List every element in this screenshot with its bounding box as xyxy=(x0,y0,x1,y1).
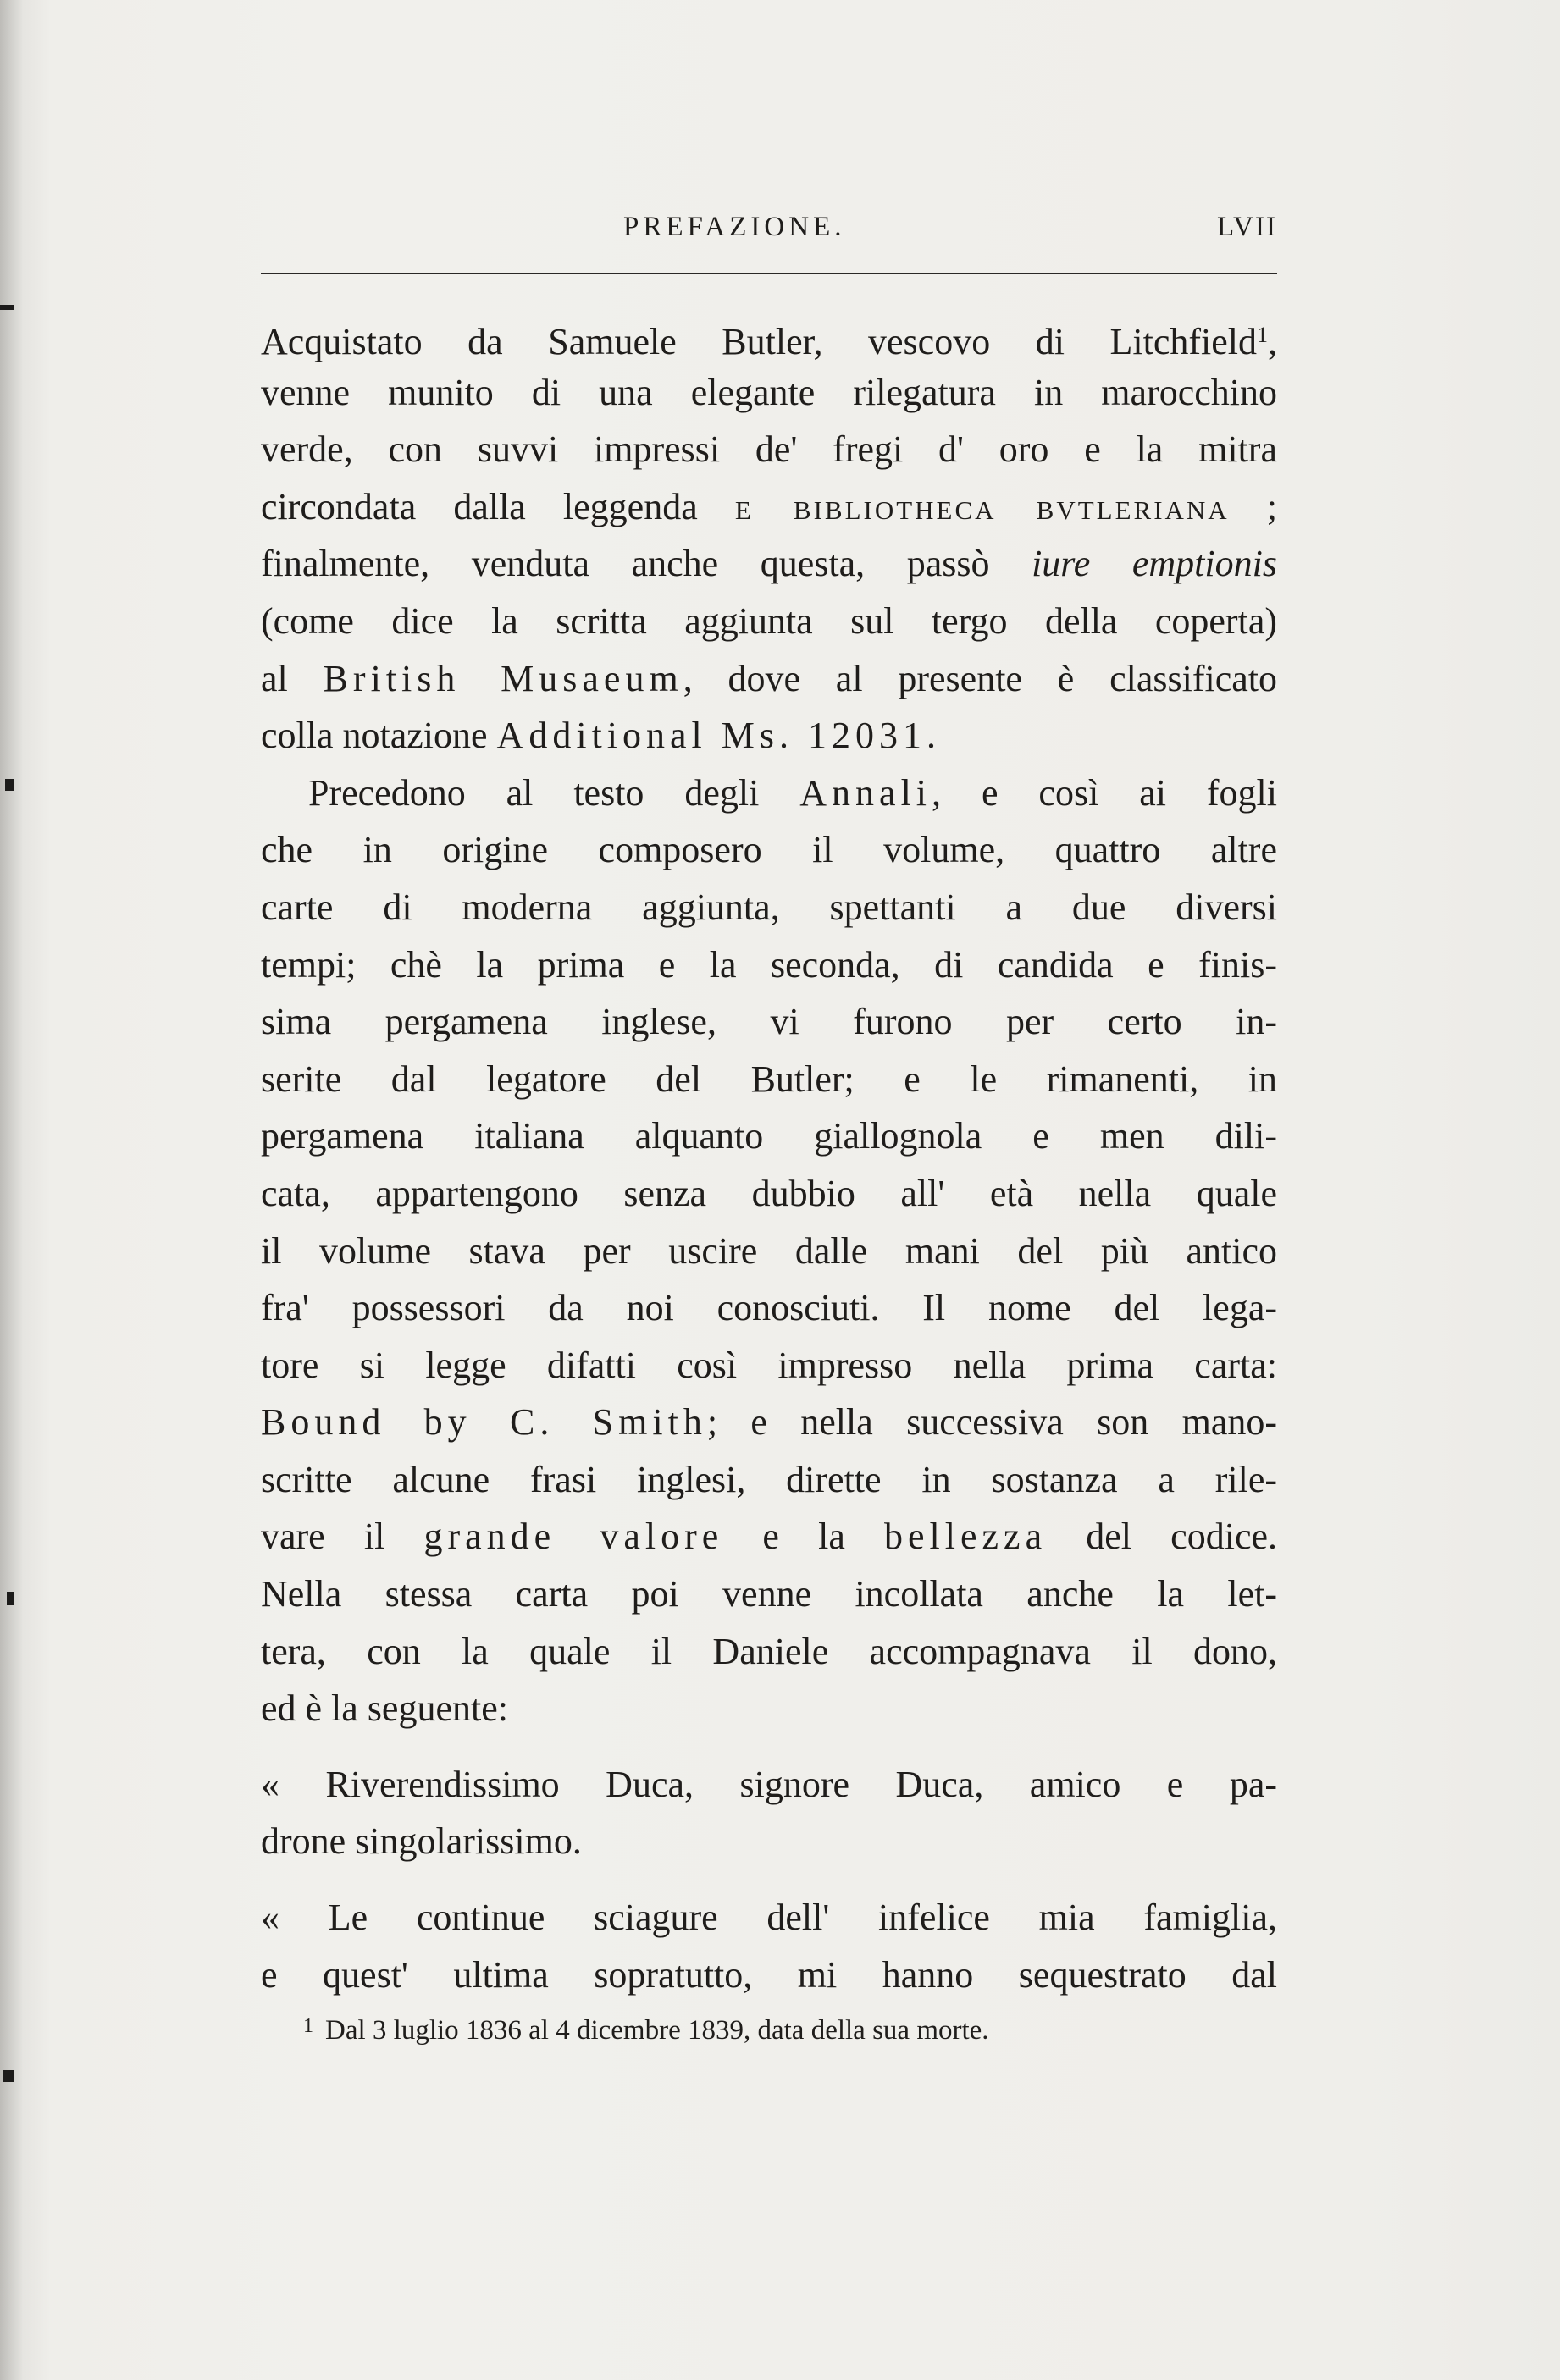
text-line: Nella stessa carta poi venne incollata anche la let- xyxy=(261,1573,1277,1615)
text-line: tore si legge difatti così impresso nella prima carta: xyxy=(261,1344,1277,1386)
footnote-number: 1 xyxy=(303,2015,313,2037)
binding-mark xyxy=(5,779,14,791)
text-line: scritte alcune frasi inglesi, dirette in sostanza a rile- xyxy=(261,1458,1277,1500)
text-line: cata, appartengono senza dubbio all' età nella quale xyxy=(261,1172,1277,1214)
text-line: tera, con la quale il Daniele accompagnava il dono, xyxy=(261,1630,1277,1672)
spaced-phrase: grande valore xyxy=(423,1516,724,1558)
spaced-phrase: Annali xyxy=(799,771,932,814)
text-line: « Riverendissimo Duca, signore Duca, amico e pa- xyxy=(261,1763,1277,1805)
header-rule xyxy=(261,273,1277,274)
text-line: Bound by C. Smith; e nella successiva son mano- xyxy=(261,1401,1277,1444)
text-line: Precedono al testo degli Annali, e così ai fogli xyxy=(308,771,1278,814)
spaced-phrase: British Musaeum xyxy=(323,657,683,699)
text-line: serite dal legatore del Butler; e le rimanenti, in xyxy=(261,1057,1277,1100)
text-line: finalmente, venduta anche questa, passò iure emptionis xyxy=(261,543,1277,585)
spaced-phrase: Bound by C. Smith xyxy=(261,1401,707,1444)
running-header xyxy=(261,212,1277,262)
text-line: carte di moderna aggiunta, spettanti a due diversi xyxy=(261,886,1277,928)
paragraph-gap xyxy=(261,1870,1277,1889)
text-line: e quest' ultima sopratutto, mi hanno sequestrato dal xyxy=(261,1953,1277,1996)
binding-mark xyxy=(7,1592,14,1605)
text-line: (come dice la scritta aggiunta sul tergo della coperta) xyxy=(261,599,1277,642)
text-line: « Le continue sciagure dell' infelice mia famiglia, xyxy=(261,1897,1277,1939)
text-line: verde, con suvvi impressi de' fregi d' oro e la mitra xyxy=(261,428,1277,471)
text-line: venne munito di una elegante rilegatura in marocchino xyxy=(261,371,1277,413)
footnote-ref: 1 xyxy=(1257,323,1268,347)
text-line: Acquistato da Samuele Butler, vescovo di Litchfield$^1$, xyxy=(261,321,1277,362)
spaced-phrase: Additional Ms. 12031. xyxy=(496,715,941,757)
italic-phrase: iure emptionis xyxy=(1032,543,1277,585)
text-line: vare il grande valore e la bellezza del codice. xyxy=(261,1516,1277,1558)
text-line: pergamena italiana alquanto giallognola e men dili- xyxy=(261,1115,1277,1157)
running-title: PREFAZIONE. xyxy=(623,212,846,242)
text-line: fra' possessori da noi conosciuti. Il nome del lega- xyxy=(261,1287,1277,1329)
body-text xyxy=(261,306,1277,2003)
text-line: al British Musaeum, dove al presente è classificato xyxy=(261,657,1277,699)
small-caps-legend: e bibliotheca bvtleriana xyxy=(734,485,1230,527)
text-line: il volume stava per uscire dalle mani del più antico xyxy=(261,1229,1277,1272)
footnote xyxy=(303,2015,989,2046)
text-line: ed è la seguente: xyxy=(261,1687,508,1730)
text-line: drone singolarissimo. xyxy=(261,1820,582,1863)
binding-mark xyxy=(3,2070,14,2082)
footnote-text: Dal 3 luglio 1836 al 4 dicembre 1839, data della sua morte. xyxy=(325,2015,989,2046)
text-line: circondata dalla leggenda e bibliotheca bvtleriana ; xyxy=(261,485,1278,527)
text-line: colla notazione Additional Ms. 12031. xyxy=(261,715,941,757)
text-line: che in origine composero il volume, quattro altre xyxy=(261,829,1277,871)
page-binding-edge xyxy=(0,0,22,2380)
spaced-phrase: bellezza xyxy=(884,1516,1048,1558)
binding-mark xyxy=(0,305,14,310)
text-line: sima pergamena inglese, vi furono per certo in- xyxy=(261,1001,1277,1043)
page-number: LVII xyxy=(1217,212,1277,242)
paragraph-gap xyxy=(261,1737,1277,1756)
text-line: tempi; chè la prima e la seconda, di candida e finis- xyxy=(261,943,1277,986)
